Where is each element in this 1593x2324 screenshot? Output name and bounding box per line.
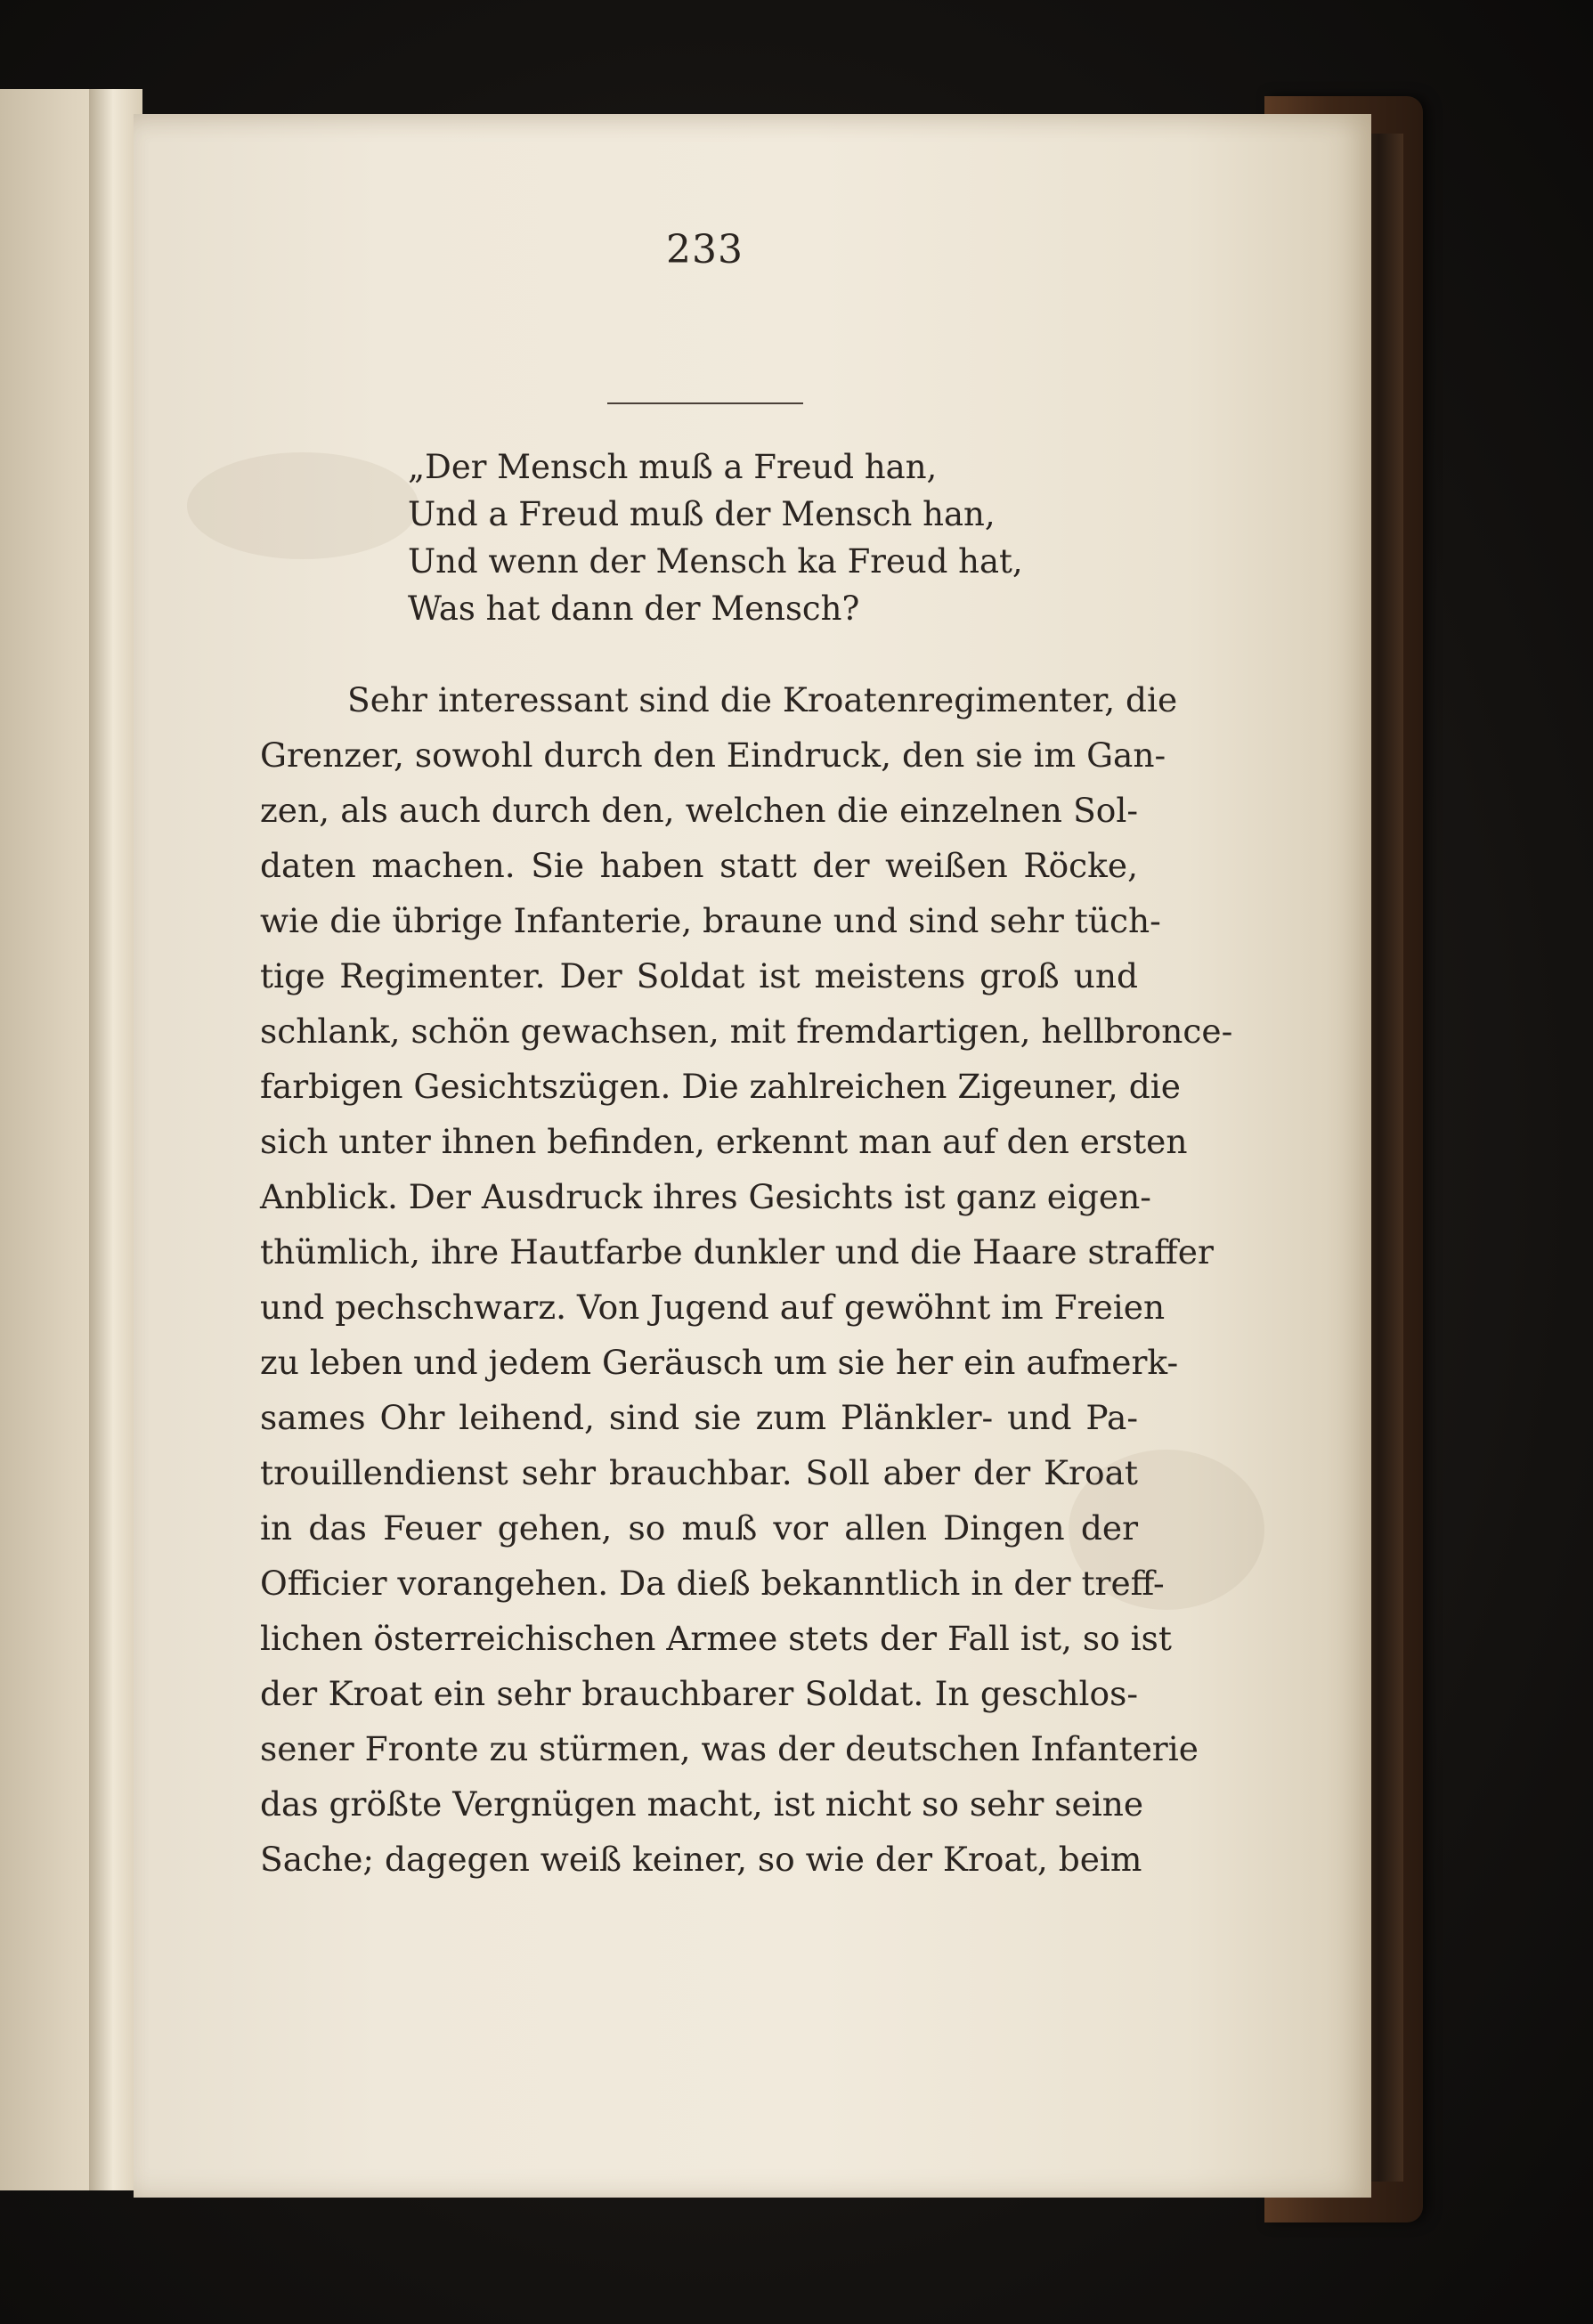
text-line: farbigen Gesichtszügen. Die zahlreichen Zigeuner, die (260, 1067, 1181, 1106)
text-line: thümlich, ihre Hautfarbe dunkler und die Haare straffer (260, 1232, 1214, 1272)
text-line: trouillendienst sehr brauchbar. Soll aber der Kroat (260, 1453, 1138, 1492)
verse-line: Was hat dann der Mensch? (408, 589, 860, 628)
text-line: das größte Vergnügen macht, ist nicht so sehr seine (260, 1784, 1144, 1824)
text-line: Anblick. Der Ausdruck ihres Gesichts ist ganz eigen- (260, 1177, 1151, 1216)
verse-line: Und a Freud muß der Mensch han, (408, 495, 996, 533)
verse-line: Und wenn der Mensch ka Freud hat, (408, 542, 1023, 581)
page-number: 233 (666, 227, 744, 272)
text-line: schlank, schön gewachsen, mit fremdartigen, hellbronce- (260, 1012, 1233, 1051)
text-line: zen, als auch durch den, welchen die einzelnen Sol- (260, 791, 1138, 830)
text-line: Sache; dagegen weiß keiner, so wie der Kroat, beim (260, 1840, 1142, 1879)
text-line: lichen österreichischen Armee stets der Fall ist, so ist (260, 1619, 1172, 1658)
text-line: in das Feuer gehen, so muß vor allen Dingen der (260, 1508, 1138, 1548)
text-line: und pechschwarz. Von Jugend auf gewöhnt im Freien (260, 1288, 1166, 1327)
text-line: Sehr interessant sind die Kroatenregimenter, die (347, 680, 1178, 719)
body-paragraph (260, 672, 1233, 1887)
paper-stain (187, 452, 419, 559)
text-line: Officier vorangehen. Da dieß bekanntlich in der treff- (260, 1564, 1165, 1603)
header-rule (607, 402, 803, 404)
text-line: Grenzer, sowohl durch den Eindruck, den sie im Gan- (260, 735, 1166, 775)
text-line: sames Ohr leihend, sind sie zum Plänkler- und Pa- (260, 1398, 1138, 1437)
text-line: tige Regimenter. Der Soldat ist meistens groß und (260, 956, 1138, 995)
verse-line: „Der Mensch muß a Freud han, (408, 448, 938, 486)
text-line: zu leben und jedem Geräusch um sie her ein aufmerk- (260, 1343, 1179, 1382)
text-line: wie die übrige Infanterie, braune und sind sehr tüch- (260, 901, 1161, 940)
text-line: sich unter ihnen befinden, erkennt man auf den ersten (260, 1122, 1188, 1161)
verse-block (408, 443, 1023, 632)
text-line: daten machen. Sie haben statt der weißen Röcke, (260, 846, 1138, 885)
text-line: der Kroat ein sehr brauchbarer Soldat. In geschlos- (260, 1674, 1138, 1713)
text-line: sener Fronte zu stürmen, was der deutschen Infanterie (260, 1729, 1199, 1768)
